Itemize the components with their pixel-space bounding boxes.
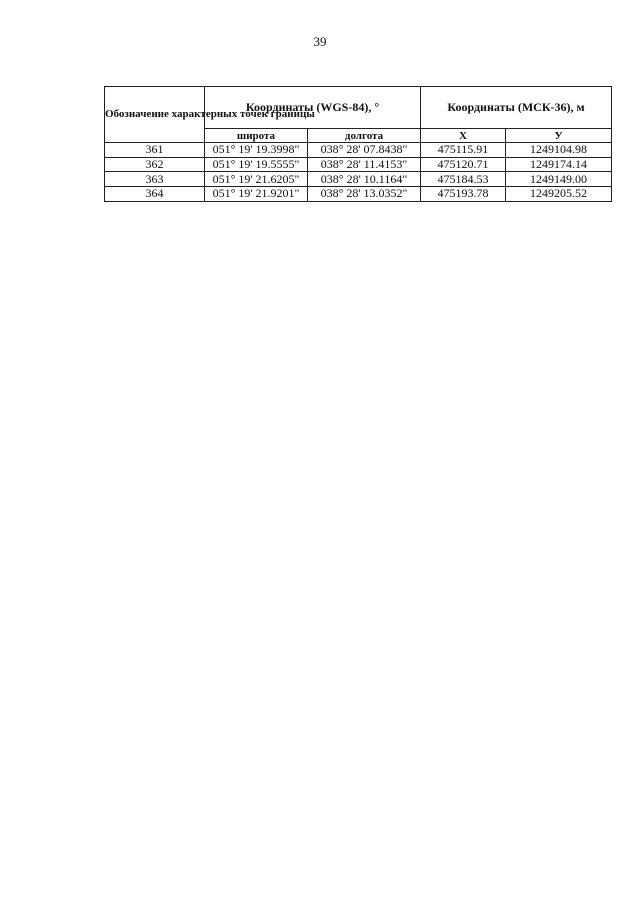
point-column-header: Обозначение характерных точек границы (105, 87, 205, 143)
latitude-cell: 051° 19' 21.6205" (205, 172, 308, 187)
x-header: X (421, 129, 506, 143)
x-coordinate-cell: 475193.78 (421, 187, 506, 202)
point-id-cell: 363 (105, 172, 205, 187)
longitude-cell: 038° 28' 10.1164" (308, 172, 421, 187)
latitude-cell: 051° 19' 21.9201" (205, 187, 308, 202)
latitude-cell: 051° 19' 19.5555" (205, 157, 308, 172)
point-id-cell: 364 (105, 187, 205, 202)
point-id-cell: 362 (105, 157, 205, 172)
y-header: У (506, 129, 612, 143)
msk36-header: Координаты (МСК-36), м (421, 87, 612, 129)
longitude-cell: 038° 28' 07.8438" (308, 143, 421, 158)
latitude-header: широта (205, 129, 308, 143)
y-coordinate-cell: 1249174.14 (506, 157, 612, 172)
wgs84-header: Координаты (WGS-84), ° (205, 87, 421, 129)
y-coordinate-cell: 1249149.00 (506, 172, 612, 187)
table-row (105, 187, 612, 202)
page-number: 39 (313, 34, 327, 49)
longitude-header: долгота (308, 129, 421, 143)
table-row (105, 157, 612, 172)
point-id-cell: 361 (105, 143, 205, 158)
x-coordinate-cell: 475115.91 (421, 143, 506, 158)
coordinates-table (104, 86, 612, 202)
y-coordinate-cell: 1249104.98 (506, 143, 612, 158)
x-coordinate-cell: 475184.53 (421, 172, 506, 187)
latitude-cell: 051° 19' 19.3998" (205, 143, 308, 158)
table-body (105, 143, 612, 202)
table-row (105, 143, 612, 158)
table-row (105, 172, 612, 187)
x-coordinate-cell: 475120.71 (421, 157, 506, 172)
longitude-cell: 038° 28' 13.0352" (308, 187, 421, 202)
longitude-cell: 038° 28' 11.4153" (308, 157, 421, 172)
y-coordinate-cell: 1249205.52 (506, 187, 612, 202)
